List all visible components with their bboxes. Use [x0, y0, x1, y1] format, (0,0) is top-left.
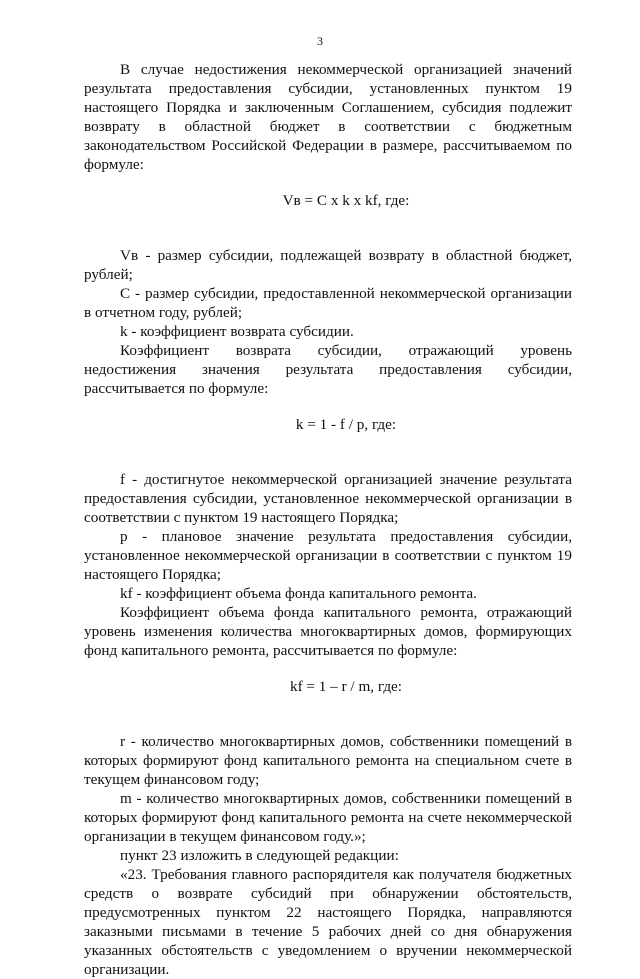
definition-m: m - количество многоквартирных домов, собственники помещений в которых формируют фонд капитального ремонта на счете некоммерческой организации в текущем финансовом году.»; [84, 790, 572, 845]
definition-kf: kf - коэффициент объема фонда капитального ремонта. [120, 585, 477, 602]
kf-intro-paragraph: Коэффициент объема фонда капитального ремонта, отражающий уровень изменения количества многоквартирных домов, формирующих фонд капитального ремонта, рассчитывается по формуле: [84, 604, 572, 659]
page-number: 3 [317, 34, 323, 48]
item-23-quote: «23. Требования главного распорядителя как получателя бюджетных средств о возврате субсидий при обнаружении обстоятельств, предусмотренных пунктом 22 настоящего Порядка, направляются заказными письмами в течение 5 рабочих дней со дня обнаружения указанных обстоятельств с уведомлением о вручении некоммерческой организации. [84, 866, 572, 978]
intro-paragraph: В случае недостижения некоммерческой организацией значений результата предоставления субсидии, установленных пунктом 19 настоящего Порядка и заключенным Соглашением, субсидия подлежит возврату в областной бюджет в соответствии с бюджетным законодательством Российской Федерации в размере, рассчитываемом по формуле: [84, 61, 572, 173]
k-intro-paragraph: Коэффициент возврата субсидии, отражающий уровень недостижения значения результата предоставления субсидии, рассчитывается по формуле: [84, 342, 572, 397]
formula-refund-coefficient: k = 1 - f / p, где: [295, 416, 397, 433]
definition-k: k - коэффициент возврата субсидии. [120, 323, 354, 340]
item-23-instruction: пункт 23 изложить в следующей редакции: [120, 847, 399, 864]
definition-f: f - достигнутое некоммерческой организацией значение результата предоставления субсидии, установленное некоммерческой организации в соответствии с пунктом 19 настоящего Порядка; [84, 471, 572, 526]
formula-fund-coefficient: kf = 1 – r / m, где: [289, 678, 403, 695]
definition-vv: Vв - размер субсидии, подлежащей возврату в областной бюджет, рублей; [84, 247, 572, 283]
definition-c: C - размер субсидии, предоставленной некоммерческой организации в отчетном году, рублей; [84, 285, 572, 321]
document-body [84, 60, 572, 979]
formula-refund-amount: Vв = C x k x kf, где: [282, 192, 410, 209]
definition-p: p - плановое значение результата предоставления субсидии, установленное некоммерческой организации в соответствии с пунктом 19 настоящего Порядка; [84, 528, 572, 583]
definition-r: r - количество многоквартирных домов, собственники помещений в которых формируют фонд капитального ремонта на специальном счете в текущем финансовом году; [84, 733, 572, 788]
